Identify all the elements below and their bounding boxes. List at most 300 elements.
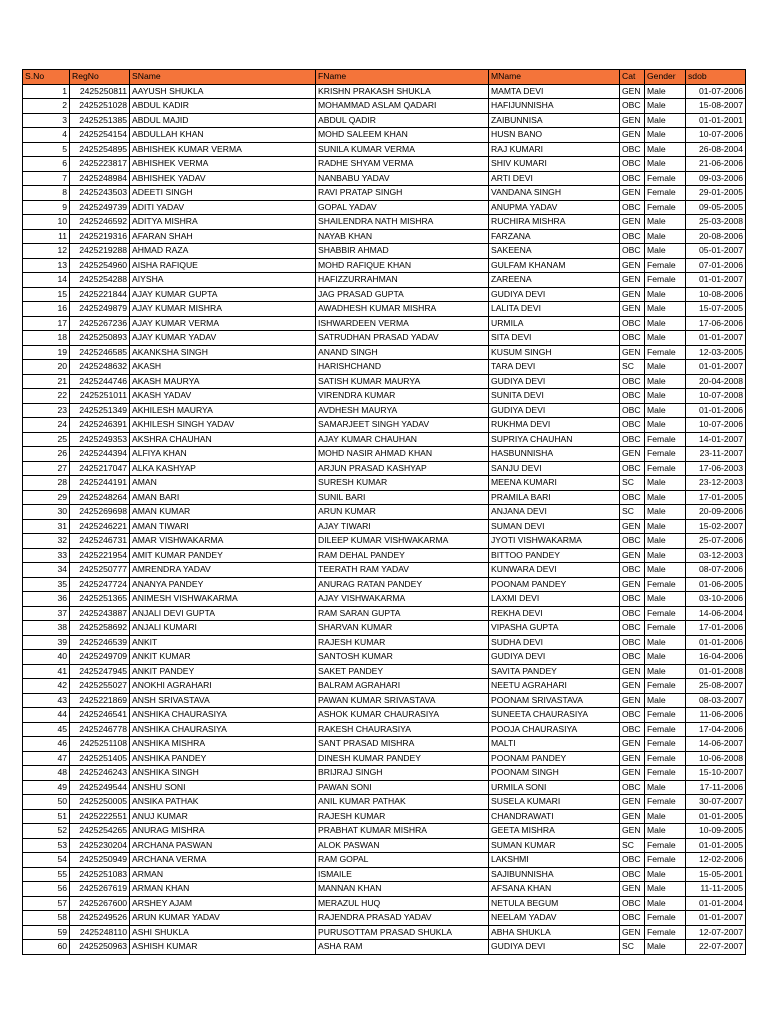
cell-sdob: 10-07-2006 xyxy=(686,128,746,143)
cell-sname: AMIT KUMAR PANDEY xyxy=(130,548,316,563)
cell-regno: 2425254288 xyxy=(70,273,130,288)
cell-sno: 33 xyxy=(23,548,70,563)
cell-sno: 1 xyxy=(23,84,70,99)
cell-regno: 2425246391 xyxy=(70,418,130,433)
cell-gender: Male xyxy=(645,128,686,143)
cell-regno: 2425251405 xyxy=(70,751,130,766)
cell-gender: Male xyxy=(645,215,686,230)
cell-sname: ANSHU SONI xyxy=(130,780,316,795)
cell-mname: GUDIYA DEVI xyxy=(489,374,620,389)
cell-mname: JYOTI VISHWAKARMA xyxy=(489,534,620,549)
cell-mname: NEELAM YADAV xyxy=(489,911,620,926)
cell-cat: OBC xyxy=(620,490,645,505)
cell-cat: GEN xyxy=(620,664,645,679)
cell-fname: RADHE SHYAM VERMA xyxy=(316,157,489,172)
cell-fname: PAWAN KUMAR SRIVASTAVA xyxy=(316,693,489,708)
cell-fname: MERAZUL HUQ xyxy=(316,896,489,911)
cell-sno: 46 xyxy=(23,737,70,752)
cell-cat: GEN xyxy=(620,128,645,143)
cell-mname: SUSELA KUMARI xyxy=(489,795,620,810)
cell-fname: ANAND SINGH xyxy=(316,345,489,360)
table-row xyxy=(23,606,746,621)
cell-cat: OBC xyxy=(620,316,645,331)
cell-cat: OBC xyxy=(620,157,645,172)
cell-regno: 2425258692 xyxy=(70,621,130,636)
header-sdob: sdob xyxy=(686,70,746,85)
cell-mname: NETULA BEGUM xyxy=(489,896,620,911)
cell-sname: AIYSHA xyxy=(130,273,316,288)
table-row xyxy=(23,780,746,795)
cell-sname: AMAN BARI xyxy=(130,490,316,505)
cell-sno: 19 xyxy=(23,345,70,360)
cell-gender: Male xyxy=(645,229,686,244)
cell-sdob: 01-01-2008 xyxy=(686,664,746,679)
cell-cat: SC xyxy=(620,940,645,955)
cell-fname: TEERATH RAM YADAV xyxy=(316,563,489,578)
cell-regno: 2425254960 xyxy=(70,258,130,273)
table-row xyxy=(23,84,746,99)
cell-sno: 49 xyxy=(23,780,70,795)
cell-sno: 4 xyxy=(23,128,70,143)
cell-sname: ABDUL KADIR xyxy=(130,99,316,114)
cell-sname: AHMAD RAZA xyxy=(130,244,316,259)
cell-sname: AISHA RAFIQUE xyxy=(130,258,316,273)
cell-sname: AMAN xyxy=(130,476,316,491)
cell-sdob: 12-03-2005 xyxy=(686,345,746,360)
cell-regno: 2425246592 xyxy=(70,215,130,230)
cell-sdob: 23-11-2007 xyxy=(686,447,746,462)
cell-gender: Female xyxy=(645,186,686,201)
cell-cat: OBC xyxy=(620,621,645,636)
cell-fname: RAJESH KUMAR xyxy=(316,635,489,650)
cell-mname: HAFIJUNNISHA xyxy=(489,99,620,114)
cell-mname: KUNWARA DEVI xyxy=(489,563,620,578)
cell-gender: Female xyxy=(645,432,686,447)
cell-fname: DINESH KUMAR PANDEY xyxy=(316,751,489,766)
table-row xyxy=(23,795,746,810)
cell-gender: Female xyxy=(645,200,686,215)
table-row xyxy=(23,360,746,375)
cell-cat: OBC xyxy=(620,244,645,259)
cell-gender: Male xyxy=(645,244,686,259)
table-row xyxy=(23,490,746,505)
cell-sdob: 03-10-2006 xyxy=(686,592,746,607)
cell-gender: Male xyxy=(645,693,686,708)
cell-cat: GEN xyxy=(620,186,645,201)
cell-sname: ANSHIKA CHAURASIYA xyxy=(130,722,316,737)
cell-regno: 2425221844 xyxy=(70,287,130,302)
cell-sname: ADITI YADAV xyxy=(130,200,316,215)
cell-regno: 2425247945 xyxy=(70,664,130,679)
cell-mname: SITA DEVI xyxy=(489,331,620,346)
cell-fname: SUNILA KUMAR VERMA xyxy=(316,142,489,157)
cell-sdob: 08-07-2006 xyxy=(686,563,746,578)
cell-sno: 60 xyxy=(23,940,70,955)
cell-sdob: 25-08-2007 xyxy=(686,679,746,694)
cell-sname: AFARAN SHAH xyxy=(130,229,316,244)
cell-sno: 58 xyxy=(23,911,70,926)
table-row xyxy=(23,244,746,259)
cell-sno: 9 xyxy=(23,200,70,215)
cell-fname: RAM SARAN GUPTA xyxy=(316,606,489,621)
cell-fname: GOPAL YADAV xyxy=(316,200,489,215)
cell-sdob: 01-07-2006 xyxy=(686,84,746,99)
cell-sname: ANSHIKA PANDEY xyxy=(130,751,316,766)
cell-cat: GEN xyxy=(620,258,645,273)
cell-regno: 2425250893 xyxy=(70,331,130,346)
cell-mname: SUNEETA CHAURASIYA xyxy=(489,708,620,723)
cell-gender: Male xyxy=(645,490,686,505)
cell-cat: OBC xyxy=(620,389,645,404)
table-row xyxy=(23,461,746,476)
cell-gender: Male xyxy=(645,403,686,418)
cell-sdob: 15-02-2007 xyxy=(686,519,746,534)
cell-sno: 40 xyxy=(23,650,70,665)
cell-fname: NAYAB KHAN xyxy=(316,229,489,244)
cell-sname: AJAY KUMAR GUPTA xyxy=(130,287,316,302)
cell-fname: VIRENDRA KUMAR xyxy=(316,389,489,404)
cell-sname: ANSIKA PATHAK xyxy=(130,795,316,810)
cell-sdob: 11-06-2006 xyxy=(686,708,746,723)
cell-sname: ARCHANA VERMA xyxy=(130,853,316,868)
cell-sno: 31 xyxy=(23,519,70,534)
cell-regno: 2425251108 xyxy=(70,737,130,752)
cell-fname: SHABBIR AHMAD xyxy=(316,244,489,259)
cell-gender: Female xyxy=(645,577,686,592)
cell-sno: 25 xyxy=(23,432,70,447)
cell-cat: OBC xyxy=(620,374,645,389)
cell-regno: 2425248264 xyxy=(70,490,130,505)
cell-cat: GEN xyxy=(620,548,645,563)
cell-fname: ALOK PASWAN xyxy=(316,838,489,853)
cell-fname: SAKET PANDEY xyxy=(316,664,489,679)
table-row xyxy=(23,548,746,563)
cell-regno: 2425249879 xyxy=(70,302,130,317)
cell-sname: AJAY KUMAR MISHRA xyxy=(130,302,316,317)
table-row xyxy=(23,635,746,650)
cell-cat: OBC xyxy=(620,461,645,476)
cell-sname: AKANKSHA SINGH xyxy=(130,345,316,360)
table-row xyxy=(23,186,746,201)
cell-sno: 39 xyxy=(23,635,70,650)
cell-regno: 2425251028 xyxy=(70,99,130,114)
table-row xyxy=(23,432,746,447)
cell-regno: 2425246539 xyxy=(70,635,130,650)
cell-fname: NANBABU YADAV xyxy=(316,171,489,186)
cell-gender: Male xyxy=(645,505,686,520)
cell-gender: Male xyxy=(645,331,686,346)
cell-sname: AKASH xyxy=(130,360,316,375)
cell-mname: GEETA MISHRA xyxy=(489,824,620,839)
cell-sname: ANUJ KUMAR xyxy=(130,809,316,824)
cell-sno: 21 xyxy=(23,374,70,389)
cell-cat: OBC xyxy=(620,708,645,723)
cell-gender: Male xyxy=(645,635,686,650)
table-row xyxy=(23,331,746,346)
cell-cat: GEN xyxy=(620,215,645,230)
cell-mname: NEETU AGRAHARI xyxy=(489,679,620,694)
cell-sdob: 21-06-2006 xyxy=(686,157,746,172)
cell-mname: GUDIYA DEVI xyxy=(489,287,620,302)
cell-sno: 30 xyxy=(23,505,70,520)
cell-sdob: 14-01-2007 xyxy=(686,432,746,447)
table-row xyxy=(23,838,746,853)
cell-mname: RUKHMA DEVI xyxy=(489,418,620,433)
cell-regno: 2425219288 xyxy=(70,244,130,259)
cell-gender: Female xyxy=(645,795,686,810)
cell-cat: SC xyxy=(620,476,645,491)
cell-mname: MAMTA DEVI xyxy=(489,84,620,99)
cell-cat: OBC xyxy=(620,606,645,621)
cell-cat: OBC xyxy=(620,200,645,215)
cell-sno: 37 xyxy=(23,606,70,621)
cell-sdob: 17-01-2005 xyxy=(686,490,746,505)
cell-sno: 34 xyxy=(23,563,70,578)
cell-mname: POONAM PANDEY xyxy=(489,751,620,766)
cell-cat: OBC xyxy=(620,99,645,114)
cell-sname: ASHI SHUKLA xyxy=(130,925,316,940)
cell-cat: OBC xyxy=(620,867,645,882)
table-row xyxy=(23,157,746,172)
cell-cat: GEN xyxy=(620,693,645,708)
table-row xyxy=(23,447,746,462)
cell-sname: ARUN KUMAR YADAV xyxy=(130,911,316,926)
cell-sdob: 26-08-2004 xyxy=(686,142,746,157)
cell-sno: 8 xyxy=(23,186,70,201)
cell-sdob: 17-11-2006 xyxy=(686,780,746,795)
cell-regno: 2425249526 xyxy=(70,911,130,926)
cell-cat: OBC xyxy=(620,418,645,433)
cell-sname: AKASH YADAV xyxy=(130,389,316,404)
cell-sno: 22 xyxy=(23,389,70,404)
table-row xyxy=(23,374,746,389)
table-row xyxy=(23,766,746,781)
cell-fname: PRABHAT KUMAR MISHRA xyxy=(316,824,489,839)
cell-gender: Male xyxy=(645,882,686,897)
cell-sno: 51 xyxy=(23,809,70,824)
cell-regno: 2425243887 xyxy=(70,606,130,621)
cell-sname: ANKIT KUMAR xyxy=(130,650,316,665)
cell-sdob: 15-08-2007 xyxy=(686,99,746,114)
cell-sname: ADEETI SINGH xyxy=(130,186,316,201)
cell-regno: 2425249544 xyxy=(70,780,130,795)
cell-regno: 2425269698 xyxy=(70,505,130,520)
cell-gender: Male xyxy=(645,519,686,534)
cell-fname: SAMARJEET SINGH YADAV xyxy=(316,418,489,433)
cell-cat: GEN xyxy=(620,824,645,839)
student-list-table xyxy=(22,69,746,955)
cell-sname: ABHISHEK KUMAR VERMA xyxy=(130,142,316,157)
cell-gender: Male xyxy=(645,99,686,114)
cell-sno: 38 xyxy=(23,621,70,636)
cell-gender: Female xyxy=(645,447,686,462)
cell-regno: 2425249709 xyxy=(70,650,130,665)
cell-fname: AJAY TIWARI xyxy=(316,519,489,534)
table-row xyxy=(23,113,746,128)
cell-gender: Male xyxy=(645,896,686,911)
cell-sname: ANJALI DEVI GUPTA xyxy=(130,606,316,621)
cell-mname: GUDIYA DEVI xyxy=(489,940,620,955)
cell-fname: RAVI PRATAP SINGH xyxy=(316,186,489,201)
cell-regno: 2425244394 xyxy=(70,447,130,462)
table-row xyxy=(23,853,746,868)
cell-sname: ABHISHEK VERMA xyxy=(130,157,316,172)
cell-sdob: 07-01-2006 xyxy=(686,258,746,273)
cell-regno: 2425251349 xyxy=(70,403,130,418)
table-row xyxy=(23,200,746,215)
cell-regno: 2425254895 xyxy=(70,142,130,157)
cell-sdob: 10-06-2008 xyxy=(686,751,746,766)
cell-gender: Male xyxy=(645,142,686,157)
cell-sno: 59 xyxy=(23,925,70,940)
cell-cat: GEN xyxy=(620,447,645,462)
cell-sname: AMAN KUMAR xyxy=(130,505,316,520)
cell-cat: OBC xyxy=(620,853,645,868)
cell-sdob: 10-09-2005 xyxy=(686,824,746,839)
cell-cat: OBC xyxy=(620,229,645,244)
table-row xyxy=(23,592,746,607)
cell-mname: CHANDRAWATI xyxy=(489,809,620,824)
cell-sdob: 01-01-2007 xyxy=(686,911,746,926)
header-gender: Gender xyxy=(645,70,686,85)
cell-gender: Male xyxy=(645,302,686,317)
table-row xyxy=(23,867,746,882)
cell-cat: OBC xyxy=(620,635,645,650)
cell-fname: RAJESH KUMAR xyxy=(316,809,489,824)
cell-sno: 41 xyxy=(23,664,70,679)
cell-gender: Male xyxy=(645,940,686,955)
cell-regno: 2425243503 xyxy=(70,186,130,201)
cell-sno: 45 xyxy=(23,722,70,737)
cell-sname: ANSHIKA CHAURASIYA xyxy=(130,708,316,723)
cell-gender: Female xyxy=(645,345,686,360)
cell-mname: URMILA SONI xyxy=(489,780,620,795)
cell-sname: AJAY KUMAR VERMA xyxy=(130,316,316,331)
table-row xyxy=(23,693,746,708)
cell-gender: Male xyxy=(645,113,686,128)
cell-sno: 53 xyxy=(23,838,70,853)
cell-sname: ABHISHEK YADAV xyxy=(130,171,316,186)
cell-sno: 55 xyxy=(23,867,70,882)
cell-mname: POOJA CHAURASIYA xyxy=(489,722,620,737)
cell-gender: Male xyxy=(645,809,686,824)
cell-gender: Female xyxy=(645,751,686,766)
cell-regno: 2425246221 xyxy=(70,519,130,534)
cell-sno: 6 xyxy=(23,157,70,172)
cell-mname: TARA DEVI xyxy=(489,360,620,375)
table-row xyxy=(23,751,746,766)
cell-fname: HARISHCHAND xyxy=(316,360,489,375)
cell-fname: DILEEP KUMAR VISHWAKARMA xyxy=(316,534,489,549)
table-row xyxy=(23,345,746,360)
cell-cat: OBC xyxy=(620,911,645,926)
cell-regno: 2425248632 xyxy=(70,360,130,375)
table-row xyxy=(23,534,746,549)
cell-mname: RUCHIRA MISHRA xyxy=(489,215,620,230)
cell-sdob: 15-05-2001 xyxy=(686,867,746,882)
cell-cat: GEN xyxy=(620,84,645,99)
header-sname: SName xyxy=(130,70,316,85)
table-row xyxy=(23,258,746,273)
cell-mname: SUMAN KUMAR xyxy=(489,838,620,853)
cell-sname: AMRENDRA YADAV xyxy=(130,563,316,578)
cell-cat: OBC xyxy=(620,403,645,418)
cell-regno: 2425255027 xyxy=(70,679,130,694)
table-row xyxy=(23,563,746,578)
cell-sdob: 12-07-2007 xyxy=(686,925,746,940)
cell-gender: Female xyxy=(645,925,686,940)
cell-gender: Female xyxy=(645,679,686,694)
cell-regno: 2425251083 xyxy=(70,867,130,882)
cell-sname: AKHILESH MAURYA xyxy=(130,403,316,418)
cell-sno: 50 xyxy=(23,795,70,810)
cell-sdob: 08-03-2007 xyxy=(686,693,746,708)
cell-mname: ARTI DEVI xyxy=(489,171,620,186)
cell-gender: Male xyxy=(645,418,686,433)
cell-fname: AWADHESH KUMAR MISHRA xyxy=(316,302,489,317)
cell-regno: 2425247724 xyxy=(70,577,130,592)
cell-sdob: 16-04-2006 xyxy=(686,650,746,665)
cell-sno: 17 xyxy=(23,316,70,331)
table-row xyxy=(23,403,746,418)
cell-sno: 42 xyxy=(23,679,70,694)
cell-sno: 57 xyxy=(23,896,70,911)
cell-cat: GEN xyxy=(620,519,645,534)
cell-mname: HASBUNNISHA xyxy=(489,447,620,462)
table-row xyxy=(23,273,746,288)
cell-cat: GEN xyxy=(620,273,645,288)
cell-fname: PURUSOTTAM PRASAD SHUKLA xyxy=(316,925,489,940)
cell-gender: Male xyxy=(645,287,686,302)
cell-mname: RAJ KUMARI xyxy=(489,142,620,157)
cell-gender: Male xyxy=(645,650,686,665)
cell-fname: SATRUDHAN PRASAD YADAV xyxy=(316,331,489,346)
cell-cat: GEN xyxy=(620,925,645,940)
cell-sno: 15 xyxy=(23,287,70,302)
cell-cat: GEN xyxy=(620,882,645,897)
cell-fname: RAKESH CHAURASIYA xyxy=(316,722,489,737)
cell-gender: Male xyxy=(645,867,686,882)
cell-sname: ASHISH KUMAR xyxy=(130,940,316,955)
cell-sdob: 17-01-2006 xyxy=(686,621,746,636)
cell-sno: 23 xyxy=(23,403,70,418)
cell-sname: ARMAN KHAN xyxy=(130,882,316,897)
cell-sname: ALFIYA KHAN xyxy=(130,447,316,462)
cell-fname: ANURAG RATAN PANDEY xyxy=(316,577,489,592)
cell-regno: 2425254265 xyxy=(70,824,130,839)
cell-sdob: 11-11-2005 xyxy=(686,882,746,897)
cell-sdob: 14-06-2007 xyxy=(686,737,746,752)
cell-cat: GEN xyxy=(620,679,645,694)
cell-cat: OBC xyxy=(620,780,645,795)
table-row xyxy=(23,99,746,114)
cell-sno: 10 xyxy=(23,215,70,230)
cell-sno: 56 xyxy=(23,882,70,897)
cell-sname: ANANYA PANDEY xyxy=(130,577,316,592)
cell-sname: ALKA KASHYAP xyxy=(130,461,316,476)
cell-gender: Male xyxy=(645,374,686,389)
cell-regno: 2425250949 xyxy=(70,853,130,868)
cell-mname: SAJIBUNNISHA xyxy=(489,867,620,882)
cell-gender: Female xyxy=(645,722,686,737)
cell-regno: 2425250963 xyxy=(70,940,130,955)
cell-mname: SUMAN DEVI xyxy=(489,519,620,534)
cell-regno: 2425250777 xyxy=(70,563,130,578)
cell-mname: SUNITA DEVI xyxy=(489,389,620,404)
cell-cat: OBC xyxy=(620,650,645,665)
cell-gender: Male xyxy=(645,664,686,679)
table-row xyxy=(23,650,746,665)
